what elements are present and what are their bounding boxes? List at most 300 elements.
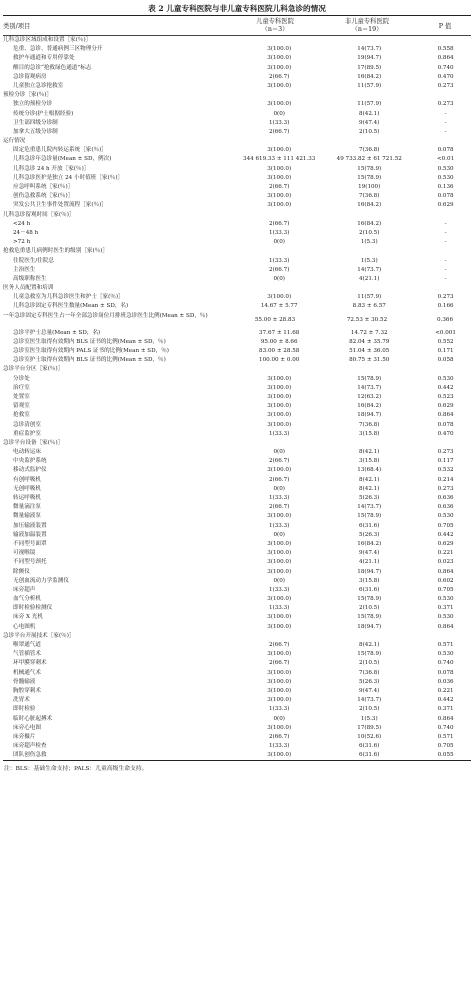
value-non-children-hospital: 6(31.6) bbox=[359, 743, 380, 750]
value-non-children-hospital: 14(73.7) bbox=[357, 504, 382, 511]
row-label: <24 h bbox=[13, 220, 31, 227]
table-row bbox=[0, 457, 474, 466]
table-row bbox=[0, 119, 474, 128]
value-p: 0.740 bbox=[437, 724, 454, 731]
value-non-children-hospital: 2(10.5) bbox=[359, 229, 380, 236]
value-children-hospital: 2(66.7) bbox=[269, 73, 290, 80]
value-children-hospital: 1(33.3) bbox=[269, 706, 290, 713]
value-non-children-hospital: 72.53 ± 30.52 bbox=[346, 316, 388, 323]
table-row bbox=[0, 402, 474, 411]
value-p: 0.532 bbox=[437, 467, 454, 474]
row-label: 无创血流动力学监测仪 bbox=[13, 577, 69, 584]
row-label: 急诊清创室 bbox=[13, 421, 41, 428]
value-p bbox=[419, 247, 471, 256]
row-label: 处置室 bbox=[13, 393, 30, 400]
value-children-hospital: 3(100.0) bbox=[267, 513, 292, 520]
section-row bbox=[0, 632, 474, 641]
row-label: 突发公共卫生事件处置流程［家(％)］ bbox=[13, 202, 107, 209]
value-children-hospital: 2(66.7) bbox=[269, 476, 290, 483]
value-non-children-hospital: 13(68.4) bbox=[357, 467, 382, 474]
section-row bbox=[0, 439, 474, 448]
row-label: 心电图机 bbox=[13, 623, 36, 630]
table-row bbox=[0, 522, 474, 531]
value-p: 0.530 bbox=[437, 614, 454, 621]
value-children-hospital bbox=[235, 439, 315, 448]
value-p: 0.273 bbox=[437, 82, 454, 89]
row-label: 儿科急诊留观时间［家(％)］ bbox=[3, 211, 75, 218]
row-label: 微量滴注泵 bbox=[13, 504, 41, 511]
value-p bbox=[419, 632, 471, 641]
table-row bbox=[0, 687, 474, 696]
value-non-children-hospital: 17(89.5) bbox=[357, 64, 382, 71]
table-row bbox=[0, 146, 474, 155]
value-p: 0.078 bbox=[437, 193, 454, 200]
value-non-children-hospital: 11(57.9) bbox=[357, 82, 382, 89]
value-p: 0.055 bbox=[437, 752, 454, 759]
value-p: 0.470 bbox=[437, 430, 454, 437]
table-row bbox=[0, 558, 474, 567]
table-row bbox=[0, 669, 474, 678]
row-label: 无创呼吸机 bbox=[13, 485, 41, 492]
value-p: 0.171 bbox=[437, 348, 454, 354]
table-row bbox=[0, 201, 474, 210]
table-row bbox=[0, 430, 474, 439]
table-row bbox=[0, 705, 474, 714]
value-children-hospital: 1(33.3) bbox=[269, 522, 290, 529]
value-non-children-hospital: 1(5.3) bbox=[360, 715, 378, 722]
row-label: 儿科急诊固定专科医生数量(Mean ± SD，名) bbox=[13, 303, 129, 310]
table-row bbox=[0, 604, 474, 613]
row-label: 醒目的急诊“抢救绿色通道”标志 bbox=[13, 64, 92, 71]
table-row bbox=[0, 45, 474, 54]
row-label: 急诊室医生取得有效期内 PALS 证书的比例(Mean ± SD，％) bbox=[13, 348, 169, 354]
value-p: 0.371 bbox=[437, 605, 454, 612]
value-non-children-hospital: 11(57.9) bbox=[357, 101, 382, 108]
row-label: 除颤仪 bbox=[13, 568, 30, 575]
value-children-hospital: 0(0) bbox=[273, 239, 285, 246]
value-p: - bbox=[444, 220, 447, 227]
value-p: 0.530 bbox=[437, 174, 454, 181]
value-children-hospital: 83.00 ± 28.58 bbox=[259, 348, 300, 354]
value-p bbox=[419, 211, 471, 220]
value-non-children-hospital: 49 733.82 ± 61 721.52 bbox=[336, 156, 402, 163]
value-p: 0.036 bbox=[437, 678, 454, 685]
header-p-value: P 值 bbox=[438, 23, 452, 30]
header-category: 类别/项目 bbox=[3, 23, 31, 30]
table-row bbox=[0, 275, 474, 284]
section-row bbox=[0, 91, 474, 100]
value-children-hospital: 1(33.3) bbox=[269, 605, 290, 612]
value-p: 0.530 bbox=[437, 651, 454, 658]
table-row bbox=[0, 192, 474, 201]
row-label: 急诊平台设备［家(％)］ bbox=[3, 439, 64, 446]
table-row bbox=[0, 715, 474, 724]
row-label: 卫生部四级分诊制 bbox=[13, 119, 58, 126]
value-p: 0.864 bbox=[437, 568, 454, 575]
table-row bbox=[0, 393, 474, 402]
header-non-children-hospital-name: 非儿童专科医院 bbox=[344, 17, 390, 25]
row-label: 床旁心电图 bbox=[13, 724, 41, 731]
row-label: 中央监护系统 bbox=[13, 458, 47, 465]
row-label: 应急呼叫系统［家(％)］ bbox=[13, 184, 74, 190]
section-row bbox=[0, 137, 474, 146]
value-non-children-hospital bbox=[315, 211, 419, 220]
table-body bbox=[0, 36, 474, 760]
table-row bbox=[0, 613, 474, 622]
value-non-children-hospital: 11(57.9) bbox=[357, 294, 382, 301]
row-label: 重症监护室 bbox=[13, 430, 41, 437]
value-p: 0.366 bbox=[436, 316, 453, 323]
value-non-children-hospital: 15(78.9) bbox=[357, 596, 382, 603]
row-label: 即时检验检测仪 bbox=[13, 605, 53, 612]
value-p: 0.530 bbox=[437, 513, 454, 520]
value-p: 0.442 bbox=[437, 697, 454, 704]
value-p: 0.078 bbox=[437, 421, 454, 428]
value-children-hospital: 1(33.3) bbox=[269, 229, 290, 236]
table-row bbox=[0, 742, 474, 751]
table-row bbox=[0, 54, 474, 63]
table-row bbox=[0, 155, 474, 164]
value-p: 0.705 bbox=[437, 743, 454, 750]
value-non-children-hospital: 2(10.5) bbox=[359, 706, 380, 713]
row-label: 床旁 X 光机 bbox=[13, 614, 43, 621]
row-label: 创伤急救系统［家(％)］ bbox=[13, 193, 74, 200]
value-p: 0.705 bbox=[437, 522, 454, 529]
value-children-hospital: 14.67 ± 5.77 bbox=[260, 303, 298, 310]
value-p: 0.740 bbox=[437, 64, 454, 71]
value-p bbox=[419, 91, 471, 100]
value-p: 0.530 bbox=[437, 596, 454, 603]
table-row bbox=[0, 64, 474, 73]
value-children-hospital: 3(100.0) bbox=[267, 64, 292, 71]
value-non-children-hospital: 19(100) bbox=[358, 184, 381, 190]
value-children-hospital: 2(66.7) bbox=[269, 128, 290, 135]
value-children-hospital: 55.00 ± 28.83 bbox=[254, 316, 296, 323]
value-p: 0.558 bbox=[437, 46, 454, 53]
value-children-hospital: 2(66.7) bbox=[269, 266, 290, 273]
value-children-hospital: 3(100.0) bbox=[267, 55, 292, 62]
row-label: 床旁超声 bbox=[13, 586, 36, 593]
value-non-children-hospital: 15(78.9) bbox=[357, 614, 382, 621]
row-label: 骨髓输液 bbox=[13, 678, 36, 685]
table-row bbox=[0, 531, 474, 540]
value-p: 0.864 bbox=[437, 55, 454, 62]
row-label: 运行情况 bbox=[3, 138, 26, 145]
value-children-hospital: 2(66.7) bbox=[269, 184, 290, 190]
value-p: 0.371 bbox=[437, 706, 454, 713]
value-p: - bbox=[444, 239, 447, 246]
row-label: 儿科急诊区域组成和设置［家(％)］ bbox=[3, 37, 92, 43]
table-title: 表 2 儿童专科医院与非儿童专科医院儿科急诊的情况 bbox=[148, 4, 326, 13]
row-label: 喉罩通气道 bbox=[13, 642, 41, 648]
table-row bbox=[0, 494, 474, 503]
row-label: 传统分诊(护士根据经验) bbox=[13, 110, 74, 117]
value-non-children-hospital: 80.75 ± 31.50 bbox=[349, 357, 390, 364]
value-children-hospital: 344 619.33 ± 111 421.33 bbox=[243, 156, 316, 163]
value-non-children-hospital: 15(78.9) bbox=[357, 375, 382, 382]
table-row bbox=[0, 266, 474, 275]
row-label: 危重、急诊、普通病例三区物理分开 bbox=[13, 46, 103, 53]
value-non-children-hospital: 14(73.7) bbox=[357, 46, 382, 53]
value-children-hospital bbox=[235, 137, 315, 146]
value-children-hospital: 1(33.3) bbox=[269, 430, 290, 437]
value-children-hospital: 0(0) bbox=[273, 275, 285, 282]
row-label: 即时检验 bbox=[13, 706, 36, 713]
table-row bbox=[0, 257, 474, 266]
footnote: 注：BLS：基础生命支持；PALS：儿童高级生命支持。 bbox=[4, 766, 148, 773]
value-children-hospital: 3(100.0) bbox=[267, 393, 292, 400]
row-label: 临时心脏起搏术 bbox=[13, 715, 53, 722]
value-non-children-hospital: 1(5.3) bbox=[360, 239, 378, 246]
value-children-hospital: 3(100.0) bbox=[267, 384, 292, 391]
value-non-children-hospital: 82.04 ± 35.79 bbox=[349, 338, 390, 345]
row-label: 胸腔穿刺术 bbox=[13, 687, 41, 694]
row-label: 环甲膜穿刺术 bbox=[13, 660, 47, 667]
value-children-hospital: 3(100.0) bbox=[267, 202, 292, 209]
header-children-hospital-name: 儿童专科医院 bbox=[256, 17, 294, 25]
row-label: 住院医生/住院总 bbox=[13, 257, 55, 264]
value-p: - bbox=[444, 110, 447, 117]
value-p: 0.136 bbox=[437, 184, 454, 190]
value-children-hospital: 2(66.7) bbox=[269, 660, 290, 667]
value-p: <0.01 bbox=[436, 156, 455, 163]
value-p: 0.864 bbox=[437, 412, 454, 419]
value-children-hospital: 100.00 ± 0.00 bbox=[259, 357, 300, 364]
value-children-hospital: 3(100.0) bbox=[267, 101, 292, 108]
value-children-hospital: 3(100.0) bbox=[267, 82, 292, 89]
table-row bbox=[0, 724, 474, 733]
row-label: 有创呼吸机 bbox=[13, 476, 41, 483]
row-label: 高级职称医生 bbox=[13, 275, 47, 282]
value-children-hospital: 3(100.0) bbox=[267, 614, 292, 621]
value-children-hospital: 3(100.0) bbox=[267, 403, 292, 410]
table-row bbox=[0, 421, 474, 430]
table-row bbox=[0, 540, 474, 549]
value-children-hospital bbox=[235, 211, 315, 220]
table-row bbox=[0, 293, 474, 302]
value-non-children-hospital: 9(47.4) bbox=[359, 687, 380, 694]
row-label: 转运呼吸机 bbox=[13, 495, 41, 501]
value-children-hospital: 0(0) bbox=[273, 715, 285, 722]
value-non-children-hospital: 18(94.7) bbox=[357, 623, 382, 630]
value-non-children-hospital: 4(21.1) bbox=[359, 559, 380, 566]
value-non-children-hospital: 19(94.7) bbox=[357, 55, 382, 62]
value-p: - bbox=[444, 266, 447, 273]
value-non-children-hospital: 6(31.6) bbox=[359, 752, 380, 759]
value-p: 0.117 bbox=[437, 458, 454, 465]
row-label: 治疗室 bbox=[13, 384, 30, 391]
row-label: 团队创伤急救 bbox=[13, 752, 47, 759]
table-row bbox=[0, 751, 474, 760]
value-children-hospital: 2(66.7) bbox=[269, 733, 290, 740]
row-label: 加压输液装置 bbox=[13, 522, 47, 529]
row-label: 一年急诊固定专科医生占一年全部急诊岗位月排班急诊医生比例(Mean ± SD，％) bbox=[3, 312, 208, 319]
table-row bbox=[0, 512, 474, 521]
value-non-children-hospital: 8(42.1) bbox=[359, 485, 380, 492]
row-label: 可视喉镜 bbox=[13, 550, 36, 557]
value-p bbox=[419, 36, 471, 45]
value-non-children-hospital: 14.72 ± 7.32 bbox=[350, 329, 388, 336]
row-label: 床旁摄片 bbox=[13, 733, 36, 740]
value-non-children-hospital: 9(47.4) bbox=[359, 550, 380, 557]
row-label: 急诊留观病房 bbox=[13, 73, 47, 80]
value-children-hospital bbox=[235, 365, 315, 374]
value-children-hospital: 3(100.0) bbox=[267, 467, 292, 474]
value-p: 0.078 bbox=[437, 147, 454, 154]
row-label: 儿科急诊医护是独立 24 小时值班［家(％)］ bbox=[13, 174, 124, 181]
value-p: 0.740 bbox=[437, 660, 454, 667]
value-children-hospital bbox=[235, 247, 315, 256]
value-p: 0.636 bbox=[437, 504, 454, 511]
row-label: >72 h bbox=[13, 239, 31, 246]
section-row bbox=[0, 284, 474, 293]
header-non-children-hospital bbox=[315, 18, 419, 34]
row-label: 儿童独立急诊抢救室 bbox=[13, 82, 64, 89]
value-non-children-hospital: 16(84.2) bbox=[357, 220, 382, 227]
table-row bbox=[0, 73, 474, 82]
value-children-hospital: 2(66.7) bbox=[269, 458, 290, 465]
table-row bbox=[0, 549, 474, 558]
value-p: 0.864 bbox=[437, 715, 454, 722]
table-row bbox=[0, 485, 474, 494]
row-label: 机械通气术 bbox=[13, 669, 41, 676]
value-p: 0.705 bbox=[437, 586, 454, 593]
table-row bbox=[0, 476, 474, 485]
row-label: 急诊室医生取得有效期内 BLS 证书的比例(Mean ± SD，％) bbox=[13, 338, 166, 345]
value-non-children-hospital bbox=[315, 284, 419, 293]
value-p: 0.442 bbox=[437, 531, 454, 538]
value-children-hospital: 3(100.0) bbox=[267, 559, 292, 566]
value-children-hospital: 3(100.0) bbox=[267, 193, 292, 200]
value-non-children-hospital: 16(84.2) bbox=[357, 403, 382, 410]
row-label: 不同型号颈托 bbox=[13, 559, 47, 566]
value-p: 0.273 bbox=[437, 294, 454, 301]
value-p: 0.602 bbox=[437, 577, 454, 584]
value-children-hospital: 3(100.0) bbox=[267, 623, 292, 630]
value-children-hospital: 2(66.7) bbox=[269, 220, 290, 227]
row-label: 急诊室护士取得有效期内 BLS 证书的比例(Mean ± SD，％) bbox=[13, 357, 166, 364]
value-children-hospital bbox=[235, 632, 315, 641]
value-p: 0.221 bbox=[437, 687, 454, 694]
row-label: 抢救危重患儿病例时医生的级别［家(％)］ bbox=[3, 248, 109, 255]
value-p: <0.001 bbox=[435, 329, 456, 336]
value-non-children-hospital: 17(89.5) bbox=[357, 724, 382, 731]
value-p: 0.523 bbox=[437, 393, 454, 400]
value-non-children-hospital: 15(78.9) bbox=[357, 513, 382, 520]
value-children-hospital: 3(100.0) bbox=[267, 669, 292, 676]
table-row bbox=[0, 82, 474, 91]
value-children-hospital: 3(100.0) bbox=[267, 651, 292, 658]
row-label: 不同型号面罩 bbox=[13, 540, 47, 547]
value-p: 0.273 bbox=[437, 101, 454, 108]
table-row bbox=[0, 312, 474, 329]
table-row bbox=[0, 678, 474, 687]
row-label: 救护车通道和专用停靠处 bbox=[13, 55, 75, 62]
table-header bbox=[0, 16, 474, 35]
table-row bbox=[0, 347, 474, 356]
row-label: 急诊平台开展技术［家(％)］ bbox=[3, 632, 75, 639]
value-non-children-hospital: 8(42.1) bbox=[359, 642, 380, 648]
table-row bbox=[0, 586, 474, 595]
table-row bbox=[0, 165, 474, 174]
value-non-children-hospital bbox=[315, 137, 419, 146]
value-p: 0.442 bbox=[437, 384, 454, 391]
row-label: 洗胃术 bbox=[13, 697, 30, 704]
table-row bbox=[0, 623, 474, 632]
table-row bbox=[0, 183, 474, 192]
row-label: 急诊平护士总量(Mean ± SD，名) bbox=[13, 329, 101, 336]
row-label: 床旁超声检查 bbox=[13, 743, 47, 750]
value-non-children-hospital: 6(31.6) bbox=[359, 522, 380, 529]
table-row bbox=[0, 229, 474, 238]
value-non-children-hospital: 5(26.3) bbox=[359, 678, 380, 685]
row-label: 加拿大五级分诊制 bbox=[13, 128, 58, 135]
value-non-children-hospital: 7(36.8) bbox=[359, 669, 380, 676]
value-p: 0.530 bbox=[437, 375, 454, 382]
value-children-hospital bbox=[235, 284, 315, 293]
value-children-hospital: 95.00 ± 8.66 bbox=[260, 338, 298, 345]
value-p: - bbox=[444, 229, 447, 236]
value-children-hospital: 1(33.3) bbox=[269, 495, 290, 501]
value-non-children-hospital bbox=[315, 36, 419, 45]
table-row bbox=[0, 238, 474, 247]
value-p: 0.552 bbox=[437, 338, 454, 345]
value-children-hospital: 2(66.7) bbox=[269, 642, 290, 648]
value-non-children-hospital: 8(42.1) bbox=[359, 476, 380, 483]
value-non-children-hospital: 51.04 ± 36.05 bbox=[349, 348, 390, 354]
value-p: 0.221 bbox=[437, 550, 454, 557]
value-children-hospital: 1(33.3) bbox=[269, 257, 290, 264]
table-row bbox=[0, 302, 474, 311]
row-label: 独立的预检分诊 bbox=[13, 101, 53, 108]
table-row bbox=[0, 375, 474, 384]
value-children-hospital: 0(0) bbox=[273, 485, 285, 492]
value-non-children-hospital bbox=[315, 91, 419, 100]
table-row bbox=[0, 174, 474, 183]
value-p bbox=[419, 439, 471, 448]
value-children-hospital: 3(100.0) bbox=[267, 697, 292, 704]
row-label: 主治医生 bbox=[13, 266, 36, 273]
value-children-hospital: 3(100.0) bbox=[267, 412, 292, 419]
row-label: 儿科急诊年急诊量(Mean ± SD，例次) bbox=[13, 156, 112, 163]
value-p: 0.571 bbox=[437, 733, 454, 740]
table-row bbox=[0, 659, 474, 668]
value-p bbox=[419, 137, 471, 146]
value-non-children-hospital: 14(73.7) bbox=[357, 384, 382, 391]
value-non-children-hospital: 16(84.2) bbox=[357, 540, 382, 547]
row-label: 急诊平台分区［家(％)］ bbox=[3, 366, 64, 373]
value-p: 0.571 bbox=[437, 642, 454, 648]
table-row bbox=[0, 733, 474, 742]
row-label: 抢救室 bbox=[13, 412, 30, 419]
value-non-children-hospital bbox=[315, 247, 419, 256]
value-non-children-hospital: 2(10.5) bbox=[359, 128, 380, 135]
value-p: 0.166 bbox=[437, 303, 454, 310]
value-children-hospital: 1(33.3) bbox=[269, 743, 290, 750]
value-non-children-hospital: 2(10.5) bbox=[359, 605, 380, 612]
table-row bbox=[0, 577, 474, 586]
table-row bbox=[0, 128, 474, 137]
value-p: 0.636 bbox=[437, 495, 454, 501]
value-non-children-hospital: 5(26.3) bbox=[359, 531, 380, 538]
row-label: 血气分析机 bbox=[13, 596, 41, 603]
value-non-children-hospital: 7(36.8) bbox=[359, 147, 380, 154]
value-children-hospital: 3(100.0) bbox=[267, 687, 292, 694]
table-row bbox=[0, 356, 474, 365]
row-label: 电动转运床 bbox=[13, 449, 41, 456]
value-p: 0.864 bbox=[437, 623, 454, 630]
value-p bbox=[419, 365, 471, 374]
